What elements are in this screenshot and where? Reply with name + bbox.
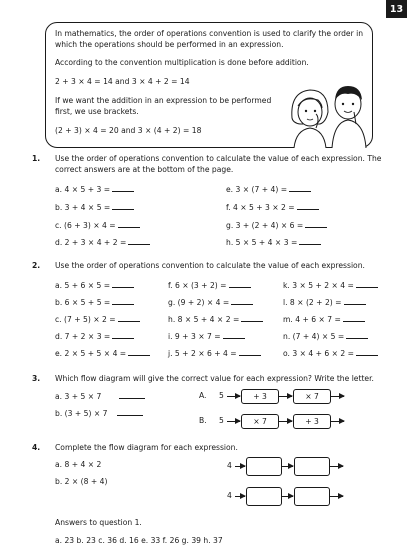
diagram-label: A. — [199, 391, 207, 400]
expression-item: f. 6 × (3 + 2) = — [168, 280, 251, 291]
answer-blank[interactable] — [128, 348, 150, 356]
expression-item: o. 3 × 4 + 6 × 2 = — [283, 348, 378, 359]
intro-example: 2 + 3 × 4 = 14 and 3 × 4 + 2 = 14 — [55, 77, 190, 86]
operation-box: × 7 — [293, 389, 331, 404]
question-number: 3. — [32, 374, 41, 383]
expression-item: b. 6 × 5 + 5 = — [55, 297, 134, 308]
expression-item: d. 7 + 2 × 3 = — [55, 331, 134, 342]
question-text: Complete the flow diagram for each expression. — [55, 443, 238, 452]
flow-arrow — [235, 496, 245, 497]
expression-item: c. (6 + 3) × 4 = — [55, 220, 140, 231]
flow-arrow — [329, 466, 343, 467]
answer-blank[interactable] — [299, 237, 321, 245]
answer-blank[interactable] — [344, 297, 366, 305]
answer-blank[interactable] — [289, 184, 311, 192]
flow-arrow — [278, 421, 292, 422]
intro-text: If we want the addition in an expression to be performed — [55, 96, 272, 105]
answer-blank[interactable] — [128, 237, 150, 245]
expression-item: a. 4 × 5 + 3 = — [55, 184, 134, 195]
answer-blank[interactable] — [356, 280, 378, 288]
expression-item: a. 5 + 6 × 5 = — [55, 280, 134, 291]
intro-text: first, we use brackets. — [55, 107, 139, 116]
answer-blank[interactable] — [241, 314, 263, 322]
expression-item: g. (9 + 2) × 4 = — [168, 297, 253, 308]
expression-item: e. 3 × (7 + 4) = — [226, 184, 311, 195]
flow-arrow — [330, 421, 344, 422]
diagram-start: 4 — [227, 491, 232, 500]
flow-arrow — [329, 496, 343, 497]
expression-item: i. 9 + 3 × 7 = — [168, 331, 245, 342]
answer-blank[interactable] — [118, 220, 140, 228]
flow-arrow — [227, 421, 240, 422]
question-text: Which flow diagram will give the correct value for each expression? Write the letter. — [55, 374, 374, 383]
flow-arrow — [278, 396, 292, 397]
expression-item: n. (7 + 4) × 5 = — [283, 331, 368, 342]
flow-arrow — [281, 466, 293, 467]
expression-item: h. 8 × 5 + 4 × 2 = — [168, 314, 263, 325]
children-illustration — [286, 78, 374, 148]
answers-list: a. 23 b. 23 c. 36 d. 16 e. 33 f. 26 g. 39 h. 37 — [55, 536, 223, 545]
expression-item: e. 2 × 5 + 5 × 4 = — [55, 348, 150, 359]
blank-operation-box[interactable] — [294, 487, 330, 506]
answer-blank[interactable] — [118, 314, 140, 322]
answer-blank[interactable] — [356, 348, 378, 356]
flow-arrow — [227, 396, 240, 397]
flow-arrow — [330, 396, 344, 397]
answer-blank[interactable] — [346, 331, 368, 339]
question-text: correct answers are at the bottom of the page. — [55, 165, 234, 174]
expression-item: a. 8 + 4 × 2 — [55, 460, 102, 469]
expression-item: k. 3 × 5 + 2 × 4 = — [283, 280, 378, 291]
answer-blank[interactable] — [223, 331, 245, 339]
answer-blank[interactable] — [112, 280, 134, 288]
expression-item: g. 3 + (2 + 4) × 6 = — [226, 220, 327, 231]
answer-blank[interactable] — [305, 220, 327, 228]
blank-operation-box[interactable] — [246, 457, 282, 476]
flow-arrow — [281, 496, 293, 497]
intro-example: (2 + 3) × 4 = 20 and 3 × (4 + 2) = 18 — [55, 126, 202, 135]
flow-arrow — [235, 466, 245, 467]
expression-item: b. (3 + 5) × 7 — [55, 408, 143, 419]
question-text: Use the order of operations convention to calculate the value of each expression. The — [55, 154, 382, 163]
answers-title: Answers to question 1. — [55, 518, 142, 527]
diagram-start: 5 — [219, 416, 224, 425]
diagram-label: B. — [199, 416, 207, 425]
expression-item: f. 4 × 5 + 3 × 2 = — [226, 202, 319, 213]
intro-text: which the operations should be performed in an expression. — [55, 40, 284, 49]
answer-blank[interactable] — [297, 202, 319, 210]
answer-blank[interactable] — [117, 408, 143, 416]
expression-item: m. 4 + 6 × 7 = — [283, 314, 365, 325]
intro-text: In mathematics, the order of operations convention is used to clarify the order in — [55, 29, 364, 38]
answer-blank[interactable] — [112, 331, 134, 339]
diagram-start: 4 — [227, 461, 232, 470]
question-number: 1. — [32, 154, 41, 163]
diagram-start: 5 — [219, 391, 224, 400]
expression-item: l. 8 × (2 + 2) = — [283, 297, 366, 308]
expression-item: j. 5 + 2 × 6 + 4 = — [168, 348, 261, 359]
question-text: Use the order of operations convention to calculate the value of each expression. — [55, 261, 365, 270]
expression-item: b. 2 × (8 + 4) — [55, 477, 108, 486]
answer-blank[interactable] — [112, 202, 134, 210]
answer-blank[interactable] — [239, 348, 261, 356]
operation-box: × 7 — [241, 414, 279, 429]
expression-item: b. 3 + 4 × 5 = — [55, 202, 134, 213]
answer-blank[interactable] — [119, 391, 145, 399]
intro-text: According to the convention multiplication is done before addition. — [55, 58, 309, 67]
expression-item: c. (7 + 5) × 2 = — [55, 314, 140, 325]
expression-item: d. 2 + 3 × 4 + 2 = — [55, 237, 150, 248]
question-number: 2. — [32, 261, 41, 270]
question-number: 4. — [32, 443, 41, 452]
answer-blank[interactable] — [343, 314, 365, 322]
expression-item: a. 3 + 5 × 7 — [55, 391, 145, 402]
answer-blank[interactable] — [231, 297, 253, 305]
answer-blank[interactable] — [112, 297, 134, 305]
answer-blank[interactable] — [229, 280, 251, 288]
expression-item: h. 5 × 5 + 4 × 3 = — [226, 237, 321, 248]
operation-box: + 3 — [241, 389, 279, 404]
answer-blank[interactable] — [112, 184, 134, 192]
blank-operation-box[interactable] — [246, 487, 282, 506]
page-number: 13 — [386, 0, 407, 18]
blank-operation-box[interactable] — [294, 457, 330, 476]
operation-box: + 3 — [293, 414, 331, 429]
